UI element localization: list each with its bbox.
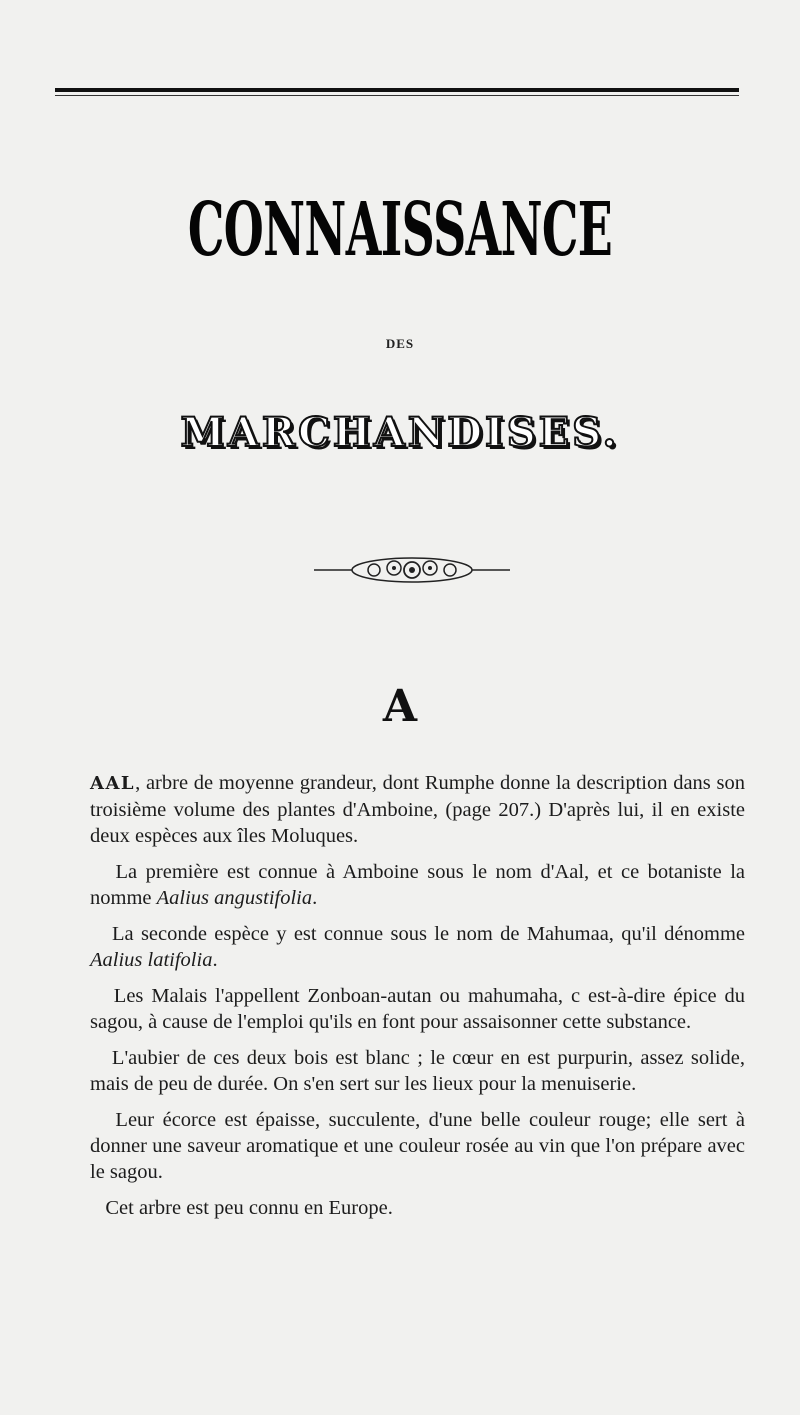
entry-paragraph-3: [90, 921, 745, 973]
header-rule: [55, 88, 739, 92]
entry-paragraph-7-text: Cet arbre est peu connu en Europe.: [105, 1197, 393, 1219]
section-letter: A: [382, 681, 418, 732]
page-title: CONNAISSANCE: [187, 187, 613, 273]
entry-paragraph-4: [90, 983, 745, 1035]
entry-paragraph-4-text: Les Malais l'appellent Zonboan-autan ou mahumaha, c est-à-dire épice du sagou, à cause de l'emploi qu'ils en font pour assaisonner cette substance.: [90, 985, 745, 1033]
latin-name-1: Aalius angustifolia: [156, 887, 313, 909]
entry-paragraph-6-text: Leur écorce est épaisse, succulente, d'une belle couleur rouge; elle sert à donner une saveur aromatique et une couleur rosée au vin que l'on prépare avec le sagou.: [90, 1109, 746, 1183]
page-subtitle: MARCHANDISES.: [180, 409, 620, 456]
entry-paragraph-7: [90, 1195, 745, 1221]
entry-paragraph-3-end: .: [212, 949, 218, 971]
entry-paragraph-1: [90, 770, 745, 849]
entry-paragraph-2-text: La première est connue à Amboine sous le nom d'Aal, et ce botaniste la nomme: [90, 861, 746, 909]
entry-paragraph-1-text: , arbre de moyenne grandeur, dont Rumphe donne la description dans son troisième volume des plantes d'Amboine, (page 207.) D'après lui, il en existe deux espèces aux îles Moluques.: [90, 772, 745, 847]
entry-paragraph-5-text: L'aubier de ces deux bois est blanc ; le cœur en est purpurin, assez solide, mais de peu de durée. On s'en sert sur les lieux pour la menuiserie.: [90, 1047, 746, 1095]
entry-paragraph-6: [90, 1107, 745, 1185]
header-rule-thin: [55, 95, 739, 96]
ornament-divider-icon: [312, 550, 512, 590]
entry-paragraph-5: [90, 1045, 745, 1097]
entry-paragraph-2-end: .: [312, 887, 318, 909]
entry-term: AAL: [90, 773, 136, 794]
entry-paragraph-2: [90, 859, 745, 911]
entry-body: [90, 770, 745, 1231]
title-connector: DES: [385, 336, 415, 351]
latin-name-2: Aalius latifolia: [90, 949, 213, 971]
entry-paragraph-3-text: La seconde espèce y est connue sous le nom de Mahumaa, qu'il dénomme: [112, 923, 746, 945]
